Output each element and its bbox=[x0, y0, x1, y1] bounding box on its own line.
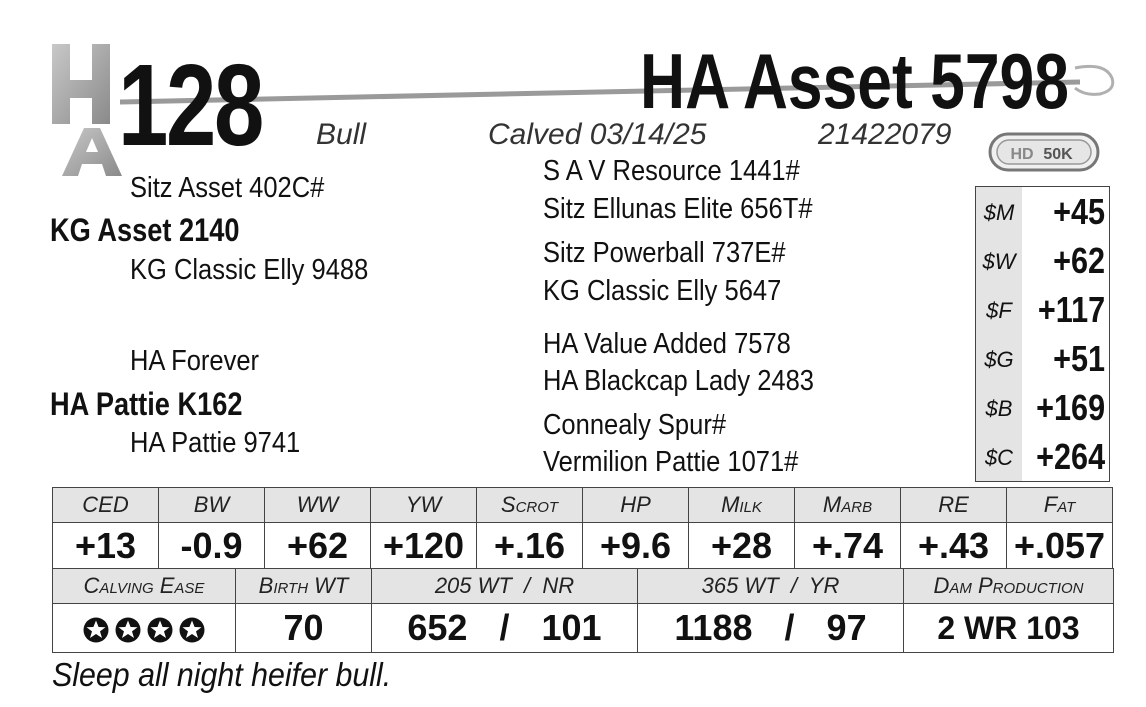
epd-header-re: RE bbox=[901, 488, 1007, 523]
wt205-slash: / bbox=[499, 607, 510, 648]
index-row bbox=[976, 383, 1109, 432]
star-icon bbox=[146, 616, 174, 644]
wt205-header: 205 WT / NR bbox=[372, 569, 638, 604]
birth-wt-header: Birth WT bbox=[236, 569, 372, 604]
index-row bbox=[976, 285, 1109, 334]
dollar-index-box bbox=[975, 186, 1110, 482]
index-label: $C bbox=[976, 432, 1022, 481]
epd-value-row bbox=[53, 523, 1113, 570]
dam-production-header: Dam Production bbox=[904, 569, 1114, 604]
index-value: +45 bbox=[1053, 191, 1105, 232]
registration-number: 21422079 bbox=[818, 118, 952, 151]
epd-value-re: +.43 bbox=[901, 523, 1007, 570]
epd-value-ww: +62 bbox=[265, 523, 371, 570]
epd-value-fat: +.057 bbox=[1007, 523, 1113, 570]
index-value: +264 bbox=[1036, 436, 1105, 477]
epd-header-row bbox=[53, 488, 1113, 523]
hd-text: HD bbox=[1010, 146, 1034, 163]
pedigree-sire-dam: KG Classic Elly 9488 bbox=[130, 254, 369, 286]
pedigree-dam-sire: HA Forever bbox=[130, 345, 260, 377]
wt205-value: 652 bbox=[407, 607, 468, 648]
hd50k-badge bbox=[988, 126, 1100, 178]
pedigree-ds-sire: HA Value Added 7578 bbox=[543, 328, 791, 360]
index-label: $M bbox=[976, 187, 1022, 236]
index-label: $G bbox=[976, 334, 1022, 383]
index-value: +51 bbox=[1053, 338, 1105, 379]
index-value: +117 bbox=[1037, 289, 1105, 330]
epd-value-hp: +9.6 bbox=[583, 523, 689, 570]
wt365-cell bbox=[638, 604, 904, 653]
ha-logo-graphic bbox=[48, 40, 128, 180]
animal-sex: Bull bbox=[316, 118, 367, 151]
index-row bbox=[976, 236, 1109, 285]
index-value: +169 bbox=[1036, 387, 1105, 428]
pedigree-ds-dam: HA Blackcap Lady 2483 bbox=[543, 365, 814, 397]
epd-header-scrot: Scrot bbox=[477, 488, 583, 523]
star-icon bbox=[178, 616, 206, 644]
epd-header-milk: Milk bbox=[689, 488, 795, 523]
epd-value-bw: -0.9 bbox=[159, 523, 265, 570]
index-row bbox=[976, 432, 1109, 481]
calved-date: Calved 03/14/25 bbox=[488, 118, 707, 151]
wt365-slash: / bbox=[784, 607, 795, 648]
production-table bbox=[52, 568, 1114, 653]
epd-value-scrot: +.16 bbox=[477, 523, 583, 570]
wt365-value: 1188 bbox=[674, 607, 753, 648]
nr-value: 101 bbox=[541, 607, 602, 648]
pedigree-sd-dam: KG Classic Elly 5647 bbox=[543, 275, 782, 307]
bull-comment: Sleep all night heifer bull. bbox=[52, 656, 392, 693]
star-icon bbox=[114, 616, 142, 644]
pedigree-sire: KG Asset 2140 bbox=[50, 212, 240, 248]
epd-value-milk: +28 bbox=[689, 523, 795, 570]
lot-number: 128 bbox=[118, 40, 262, 170]
epd-header-marb: Marb bbox=[795, 488, 901, 523]
epd-value-ced: +13 bbox=[53, 523, 159, 570]
pedigree-sd-sire: Sitz Powerball 737E# bbox=[543, 237, 786, 269]
epd-value-yw: +120 bbox=[371, 523, 477, 570]
yr-value: 97 bbox=[826, 607, 867, 648]
epd-header-bw: BW bbox=[159, 488, 265, 523]
birth-wt-value: 70 bbox=[236, 604, 372, 653]
pedigree-dam: HA Pattie K162 bbox=[50, 386, 243, 422]
index-label: $W bbox=[976, 236, 1022, 285]
dam-production-value: 2 WR 103 bbox=[904, 604, 1114, 653]
epd-header-ced: CED bbox=[53, 488, 159, 523]
index-label: $F bbox=[976, 285, 1022, 334]
epd-table bbox=[52, 487, 1113, 570]
50k-text: 50K bbox=[1043, 146, 1073, 163]
epd-value-marb: +.74 bbox=[795, 523, 901, 570]
epd-header-fat: Fat bbox=[1007, 488, 1113, 523]
epd-header-yw: YW bbox=[371, 488, 477, 523]
production-header-row bbox=[53, 569, 1114, 604]
calving-ease-stars bbox=[82, 616, 206, 644]
calving-ease-header: Calving Ease bbox=[53, 569, 236, 604]
pedigree-ss-sire: S A V Resource 1441# bbox=[543, 155, 800, 187]
bull-name: HA Asset 5798 bbox=[640, 37, 1069, 125]
wt205-cell bbox=[372, 604, 638, 653]
pedigree-dd-sire: Connealy Spur# bbox=[543, 409, 727, 441]
index-row bbox=[976, 187, 1109, 236]
pedigree-ss-dam: Sitz Ellunas Elite 656T# bbox=[543, 193, 813, 225]
index-label: $B bbox=[976, 383, 1022, 432]
epd-header-hp: HP bbox=[583, 488, 689, 523]
pedigree-dd-dam: Vermilion Pattie 1071# bbox=[543, 446, 799, 478]
wt365-header: 365 WT / YR bbox=[638, 569, 904, 604]
index-row bbox=[976, 334, 1109, 383]
star-icon bbox=[82, 616, 110, 644]
production-value-row bbox=[53, 604, 1114, 653]
pedigree-sire-sire: Sitz Asset 402C# bbox=[130, 172, 325, 204]
calving-ease-rating bbox=[53, 604, 236, 653]
epd-header-ww: WW bbox=[265, 488, 371, 523]
index-value: +62 bbox=[1053, 240, 1105, 281]
ha-logo bbox=[48, 40, 128, 180]
pedigree-dam-dam: HA Pattie 9741 bbox=[130, 427, 301, 459]
